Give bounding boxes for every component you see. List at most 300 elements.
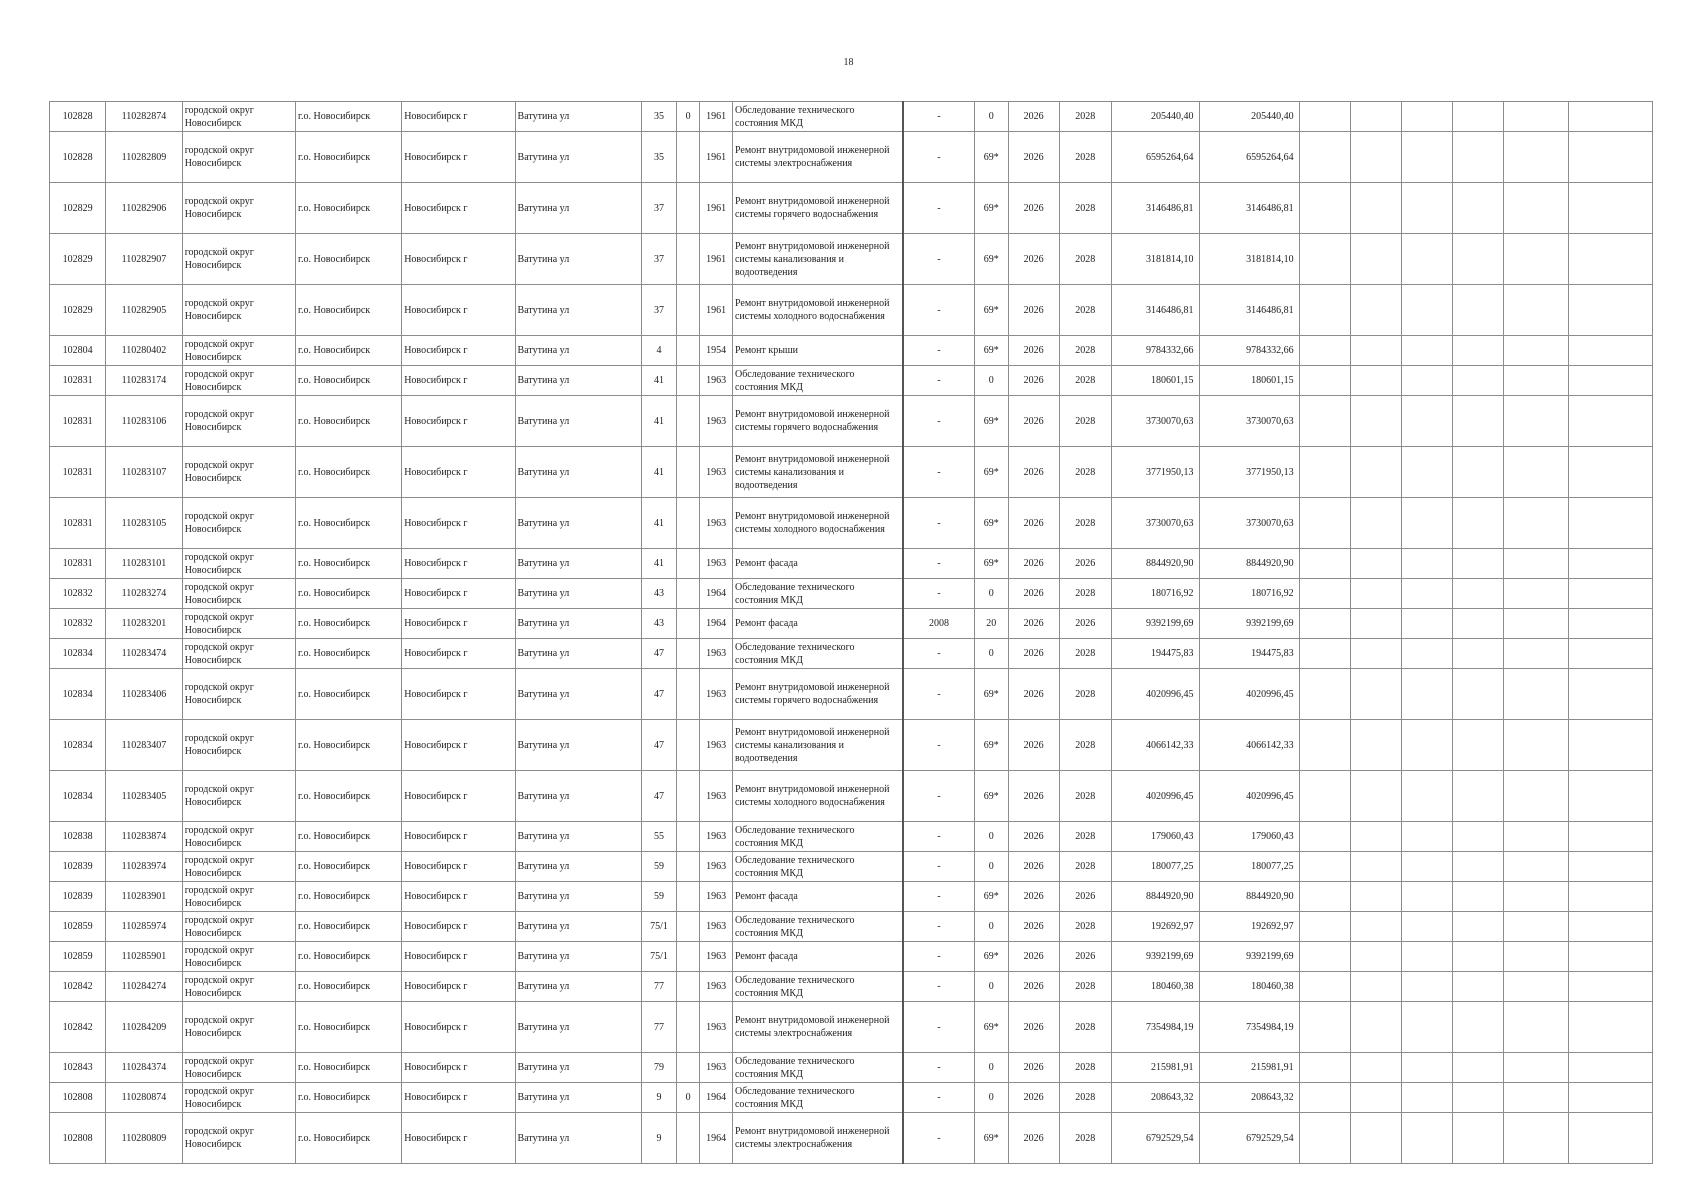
row-id-cell: 102829	[50, 183, 106, 234]
total-cost-cell: 192692,97	[1199, 912, 1299, 942]
district-cell: г.о. Новосибирск	[296, 669, 402, 720]
table-row	[50, 447, 1653, 498]
building-cell	[676, 639, 699, 669]
plan-end-year-cell: 2028	[1059, 579, 1111, 609]
empty-cell	[1350, 1113, 1401, 1164]
empty-cell	[1299, 579, 1350, 609]
empty-cell	[1452, 234, 1503, 285]
empty-cell	[1401, 183, 1452, 234]
cost-cell: 6595264,64	[1111, 132, 1199, 183]
plan-start-year-cell: 2026	[1008, 336, 1059, 366]
empty-cell	[1350, 882, 1401, 912]
plan-end-year-cell: 2028	[1059, 1083, 1111, 1113]
row-id-cell: 102842	[50, 972, 106, 1002]
street-cell: Ватутина ул	[515, 579, 642, 609]
building-cell	[676, 234, 699, 285]
district-cell: г.о. Новосибирск	[296, 852, 402, 882]
row-id-cell: 102859	[50, 942, 106, 972]
total-cost-cell: 3730070,63	[1199, 396, 1299, 447]
empty-cell	[1569, 102, 1653, 132]
district-cell: г.о. Новосибирск	[296, 609, 402, 639]
build-year-cell: 1964	[700, 1083, 733, 1113]
work-code-cell: 110283406	[106, 669, 183, 720]
work-code-cell: 110283174	[106, 366, 183, 396]
district-cell: г.о. Новосибирск	[296, 972, 402, 1002]
district-cell: г.о. Новосибирск	[296, 639, 402, 669]
empty-cell	[1569, 882, 1653, 912]
row-id-cell: 102831	[50, 447, 106, 498]
municipality-cell: городской округ Новосибирск	[182, 1113, 295, 1164]
last-repair-year-cell: -	[903, 669, 974, 720]
empty-cell	[1569, 852, 1653, 882]
wear-percent-cell: 0	[974, 822, 1008, 852]
wear-percent-cell: 69*	[974, 336, 1008, 366]
street-cell: Ватутина ул	[515, 822, 642, 852]
table-row	[50, 396, 1653, 447]
empty-cell	[1401, 720, 1452, 771]
plan-start-year-cell: 2026	[1008, 366, 1059, 396]
last-repair-year-cell: -	[903, 102, 974, 132]
table-row	[50, 639, 1653, 669]
municipality-cell: городской округ Новосибирск	[182, 498, 295, 549]
district-cell: г.о. Новосибирск	[296, 1002, 402, 1053]
municipality-cell: городской округ Новосибирск	[182, 102, 295, 132]
city-cell: Новосибирск г	[402, 639, 515, 669]
empty-cell	[1299, 972, 1350, 1002]
district-cell: г.о. Новосибирск	[296, 285, 402, 336]
cost-cell: 180716,92	[1111, 579, 1199, 609]
empty-cell	[1503, 336, 1568, 366]
house-number-cell: 41	[642, 549, 677, 579]
city-cell: Новосибирск г	[402, 132, 515, 183]
work-type-cell: Обследование технического состояния МКД	[732, 912, 903, 942]
work-code-cell: 110284374	[106, 1053, 183, 1083]
building-cell: 0	[676, 102, 699, 132]
work-type-cell: Ремонт фасада	[732, 882, 903, 912]
work-type-cell: Ремонт крыши	[732, 336, 903, 366]
empty-cell	[1503, 396, 1568, 447]
work-code-cell: 110280809	[106, 1113, 183, 1164]
registry-table	[49, 101, 1653, 1164]
build-year-cell: 1963	[700, 912, 733, 942]
plan-start-year-cell: 2026	[1008, 102, 1059, 132]
total-cost-cell: 194475,83	[1199, 639, 1299, 669]
municipality-cell: городской округ Новосибирск	[182, 366, 295, 396]
plan-start-year-cell: 2026	[1008, 447, 1059, 498]
last-repair-year-cell: -	[903, 396, 974, 447]
municipality-cell: городской округ Новосибирск	[182, 882, 295, 912]
total-cost-cell: 3146486,81	[1199, 183, 1299, 234]
empty-cell	[1299, 669, 1350, 720]
plan-start-year-cell: 2026	[1008, 183, 1059, 234]
total-cost-cell: 9392199,69	[1199, 942, 1299, 972]
street-cell: Ватутина ул	[515, 447, 642, 498]
municipality-cell: городской округ Новосибирск	[182, 822, 295, 852]
total-cost-cell: 180716,92	[1199, 579, 1299, 609]
district-cell: г.о. Новосибирск	[296, 366, 402, 396]
city-cell: Новосибирск г	[402, 771, 515, 822]
empty-cell	[1452, 771, 1503, 822]
house-number-cell: 35	[642, 132, 677, 183]
empty-cell	[1401, 771, 1452, 822]
building-cell	[676, 1113, 699, 1164]
empty-cell	[1350, 1053, 1401, 1083]
work-code-cell: 110284274	[106, 972, 183, 1002]
empty-cell	[1503, 1002, 1568, 1053]
street-cell: Ватутина ул	[515, 942, 642, 972]
empty-cell	[1569, 1083, 1653, 1113]
row-id-cell: 102831	[50, 498, 106, 549]
empty-cell	[1452, 396, 1503, 447]
city-cell: Новосибирск г	[402, 609, 515, 639]
empty-cell	[1569, 336, 1653, 366]
empty-cell	[1503, 942, 1568, 972]
build-year-cell: 1963	[700, 972, 733, 1002]
build-year-cell: 1963	[700, 447, 733, 498]
empty-cell	[1569, 447, 1653, 498]
building-cell	[676, 132, 699, 183]
empty-cell	[1569, 132, 1653, 183]
work-code-cell: 110283874	[106, 822, 183, 852]
municipality-cell: городской округ Новосибирск	[182, 639, 295, 669]
city-cell: Новосибирск г	[402, 366, 515, 396]
build-year-cell: 1954	[700, 336, 733, 366]
cost-cell: 4020996,45	[1111, 669, 1199, 720]
last-repair-year-cell: -	[903, 771, 974, 822]
work-type-cell: Обследование технического состояния МКД	[732, 639, 903, 669]
total-cost-cell: 205440,40	[1199, 102, 1299, 132]
work-type-cell: Обследование технического состояния МКД	[732, 579, 903, 609]
cost-cell: 4020996,45	[1111, 771, 1199, 822]
city-cell: Новосибирск г	[402, 852, 515, 882]
district-cell: г.о. Новосибирск	[296, 1053, 402, 1083]
work-code-cell: 110285974	[106, 912, 183, 942]
street-cell: Ватутина ул	[515, 132, 642, 183]
building-cell	[676, 336, 699, 366]
total-cost-cell: 4066142,33	[1199, 720, 1299, 771]
empty-cell	[1569, 1053, 1653, 1083]
table-row	[50, 822, 1653, 852]
plan-end-year-cell: 2028	[1059, 912, 1111, 942]
empty-cell	[1503, 882, 1568, 912]
municipality-cell: городской округ Новосибирск	[182, 852, 295, 882]
wear-percent-cell: 69*	[974, 882, 1008, 912]
house-number-cell: 77	[642, 1002, 677, 1053]
municipality-cell: городской округ Новосибирск	[182, 1002, 295, 1053]
empty-cell	[1299, 942, 1350, 972]
table-row	[50, 852, 1653, 882]
plan-end-year-cell: 2028	[1059, 285, 1111, 336]
building-cell	[676, 366, 699, 396]
work-code-cell: 110283107	[106, 447, 183, 498]
plan-end-year-cell: 2028	[1059, 498, 1111, 549]
empty-cell	[1503, 720, 1568, 771]
last-repair-year-cell: -	[903, 822, 974, 852]
cost-cell: 180601,15	[1111, 366, 1199, 396]
total-cost-cell: 215981,91	[1199, 1053, 1299, 1083]
work-code-cell: 110283101	[106, 549, 183, 579]
municipality-cell: городской округ Новосибирск	[182, 720, 295, 771]
empty-cell	[1401, 447, 1452, 498]
empty-cell	[1299, 498, 1350, 549]
empty-cell	[1569, 396, 1653, 447]
empty-cell	[1299, 912, 1350, 942]
city-cell: Новосибирск г	[402, 942, 515, 972]
city-cell: Новосибирск г	[402, 669, 515, 720]
house-number-cell: 59	[642, 852, 677, 882]
empty-cell	[1299, 609, 1350, 639]
city-cell: Новосибирск г	[402, 549, 515, 579]
municipality-cell: городской округ Новосибирск	[182, 132, 295, 183]
empty-cell	[1569, 234, 1653, 285]
empty-cell	[1350, 549, 1401, 579]
empty-cell	[1503, 132, 1568, 183]
work-code-cell: 110283201	[106, 609, 183, 639]
empty-cell	[1452, 1083, 1503, 1113]
plan-end-year-cell: 2028	[1059, 132, 1111, 183]
cost-cell: 179060,43	[1111, 822, 1199, 852]
city-cell: Новосибирск г	[402, 234, 515, 285]
building-cell	[676, 285, 699, 336]
row-id-cell: 102831	[50, 396, 106, 447]
empty-cell	[1299, 336, 1350, 366]
street-cell: Ватутина ул	[515, 549, 642, 579]
work-type-cell: Ремонт внутридомовой инженерной системы электроснабжения	[732, 132, 903, 183]
total-cost-cell: 8844920,90	[1199, 882, 1299, 912]
empty-cell	[1452, 366, 1503, 396]
empty-cell	[1503, 498, 1568, 549]
table-row	[50, 771, 1653, 822]
building-cell	[676, 447, 699, 498]
street-cell: Ватутина ул	[515, 1053, 642, 1083]
work-code-cell: 110282905	[106, 285, 183, 336]
total-cost-cell: 3181814,10	[1199, 234, 1299, 285]
building-cell	[676, 183, 699, 234]
plan-end-year-cell: 2028	[1059, 822, 1111, 852]
work-code-cell: 110283474	[106, 639, 183, 669]
house-number-cell: 37	[642, 234, 677, 285]
build-year-cell: 1963	[700, 942, 733, 972]
municipality-cell: городской округ Новосибирск	[182, 972, 295, 1002]
municipality-cell: городской округ Новосибирск	[182, 183, 295, 234]
municipality-cell: городской округ Новосибирск	[182, 771, 295, 822]
empty-cell	[1503, 183, 1568, 234]
last-repair-year-cell: -	[903, 1083, 974, 1113]
plan-end-year-cell: 2026	[1059, 549, 1111, 579]
build-year-cell: 1963	[700, 822, 733, 852]
municipality-cell: городской округ Новосибирск	[182, 669, 295, 720]
plan-end-year-cell: 2028	[1059, 1053, 1111, 1083]
work-type-cell: Обследование технического состояния МКД	[732, 366, 903, 396]
house-number-cell: 55	[642, 822, 677, 852]
table-row	[50, 1113, 1653, 1164]
house-number-cell: 75/1	[642, 942, 677, 972]
empty-cell	[1503, 972, 1568, 1002]
last-repair-year-cell: -	[903, 1113, 974, 1164]
empty-cell	[1350, 336, 1401, 366]
municipality-cell: городской округ Новосибирск	[182, 1083, 295, 1113]
house-number-cell: 4	[642, 336, 677, 366]
street-cell: Ватутина ул	[515, 1002, 642, 1053]
build-year-cell: 1963	[700, 1002, 733, 1053]
house-number-cell: 43	[642, 609, 677, 639]
house-number-cell: 9	[642, 1113, 677, 1164]
empty-cell	[1401, 366, 1452, 396]
empty-cell	[1452, 942, 1503, 972]
total-cost-cell: 9784332,66	[1199, 336, 1299, 366]
house-number-cell: 59	[642, 882, 677, 912]
building-cell	[676, 822, 699, 852]
empty-cell	[1503, 1113, 1568, 1164]
municipality-cell: городской округ Новосибирск	[182, 396, 295, 447]
empty-cell	[1401, 336, 1452, 366]
cost-cell: 180077,25	[1111, 852, 1199, 882]
house-number-cell: 41	[642, 396, 677, 447]
table-row	[50, 102, 1653, 132]
wear-percent-cell: 0	[974, 366, 1008, 396]
build-year-cell: 1961	[700, 285, 733, 336]
empty-cell	[1452, 1002, 1503, 1053]
house-number-cell: 43	[642, 579, 677, 609]
street-cell: Ватутина ул	[515, 720, 642, 771]
plan-end-year-cell: 2028	[1059, 1002, 1111, 1053]
empty-cell	[1401, 1083, 1452, 1113]
page-number: 18	[843, 57, 854, 68]
empty-cell	[1452, 579, 1503, 609]
municipality-cell: городской округ Новосибирск	[182, 447, 295, 498]
cost-cell: 208643,32	[1111, 1083, 1199, 1113]
last-repair-year-cell: -	[903, 336, 974, 366]
street-cell: Ватутина ул	[515, 183, 642, 234]
building-cell	[676, 579, 699, 609]
work-code-cell: 110283405	[106, 771, 183, 822]
cost-cell: 194475,83	[1111, 639, 1199, 669]
empty-cell	[1350, 579, 1401, 609]
municipality-cell: городской округ Новосибирск	[182, 1053, 295, 1083]
empty-cell	[1350, 852, 1401, 882]
build-year-cell: 1964	[700, 609, 733, 639]
work-code-cell: 110282907	[106, 234, 183, 285]
last-repair-year-cell: -	[903, 447, 974, 498]
building-cell	[676, 609, 699, 639]
wear-percent-cell: 69*	[974, 396, 1008, 447]
empty-cell	[1350, 132, 1401, 183]
cost-cell: 205440,40	[1111, 102, 1199, 132]
municipality-cell: городской округ Новосибирск	[182, 336, 295, 366]
table-row	[50, 183, 1653, 234]
work-type-cell: Ремонт внутридомовой инженерной системы холодного водоснабжения	[732, 285, 903, 336]
house-number-cell: 77	[642, 972, 677, 1002]
empty-cell	[1350, 822, 1401, 852]
empty-cell	[1350, 183, 1401, 234]
work-code-cell: 110282906	[106, 183, 183, 234]
last-repair-year-cell: -	[903, 852, 974, 882]
work-type-cell: Ремонт фасада	[732, 549, 903, 579]
empty-cell	[1569, 912, 1653, 942]
empty-cell	[1569, 609, 1653, 639]
work-code-cell: 110283106	[106, 396, 183, 447]
house-number-cell: 47	[642, 771, 677, 822]
street-cell: Ватутина ул	[515, 669, 642, 720]
wear-percent-cell: 69*	[974, 942, 1008, 972]
build-year-cell: 1963	[700, 639, 733, 669]
build-year-cell: 1963	[700, 882, 733, 912]
empty-cell	[1350, 639, 1401, 669]
row-id-cell: 102808	[50, 1083, 106, 1113]
empty-cell	[1503, 1053, 1568, 1083]
row-id-cell: 102843	[50, 1053, 106, 1083]
row-id-cell: 102834	[50, 720, 106, 771]
plan-end-year-cell: 2028	[1059, 102, 1111, 132]
empty-cell	[1401, 882, 1452, 912]
empty-cell	[1401, 1053, 1452, 1083]
plan-start-year-cell: 2026	[1008, 1053, 1059, 1083]
empty-cell	[1452, 609, 1503, 639]
wear-percent-cell: 69*	[974, 498, 1008, 549]
empty-cell	[1569, 822, 1653, 852]
table-row	[50, 669, 1653, 720]
plan-end-year-cell: 2028	[1059, 336, 1111, 366]
work-type-cell: Обследование технического состояния МКД	[732, 972, 903, 1002]
empty-cell	[1350, 972, 1401, 1002]
wear-percent-cell: 0	[974, 972, 1008, 1002]
empty-cell	[1350, 285, 1401, 336]
empty-cell	[1350, 447, 1401, 498]
table-row	[50, 720, 1653, 771]
work-type-cell: Ремонт внутридомовой инженерной системы холодного водоснабжения	[732, 771, 903, 822]
building-cell: 0	[676, 1083, 699, 1113]
empty-cell	[1299, 882, 1350, 912]
municipality-cell: городской округ Новосибирск	[182, 285, 295, 336]
build-year-cell: 1963	[700, 771, 733, 822]
last-repair-year-cell: -	[903, 579, 974, 609]
plan-end-year-cell: 2028	[1059, 234, 1111, 285]
table-row	[50, 336, 1653, 366]
cost-cell: 215981,91	[1111, 1053, 1199, 1083]
last-repair-year-cell: -	[903, 498, 974, 549]
wear-percent-cell: 69*	[974, 771, 1008, 822]
empty-cell	[1401, 1113, 1452, 1164]
work-type-cell: Обследование технического состояния МКД	[732, 102, 903, 132]
empty-cell	[1503, 912, 1568, 942]
street-cell: Ватутина ул	[515, 102, 642, 132]
wear-percent-cell: 69*	[974, 669, 1008, 720]
work-type-cell: Ремонт фасада	[732, 609, 903, 639]
plan-start-year-cell: 2026	[1008, 942, 1059, 972]
cost-cell: 3730070,63	[1111, 396, 1199, 447]
work-code-cell: 110283974	[106, 852, 183, 882]
building-cell	[676, 720, 699, 771]
work-type-cell: Ремонт внутридомовой инженерной системы холодного водоснабжения	[732, 498, 903, 549]
empty-cell	[1350, 771, 1401, 822]
row-id-cell: 102829	[50, 234, 106, 285]
district-cell: г.о. Новосибирск	[296, 822, 402, 852]
plan-end-year-cell: 2028	[1059, 771, 1111, 822]
district-cell: г.о. Новосибирск	[296, 720, 402, 771]
table-row	[50, 1002, 1653, 1053]
build-year-cell: 1961	[700, 234, 733, 285]
table-row	[50, 972, 1653, 1002]
row-id-cell: 102831	[50, 549, 106, 579]
district-cell: г.о. Новосибирск	[296, 183, 402, 234]
empty-cell	[1401, 498, 1452, 549]
wear-percent-cell: 0	[974, 852, 1008, 882]
total-cost-cell: 3730070,63	[1199, 498, 1299, 549]
city-cell: Новосибирск г	[402, 285, 515, 336]
empty-cell	[1569, 285, 1653, 336]
last-repair-year-cell: -	[903, 132, 974, 183]
row-id-cell: 102834	[50, 669, 106, 720]
